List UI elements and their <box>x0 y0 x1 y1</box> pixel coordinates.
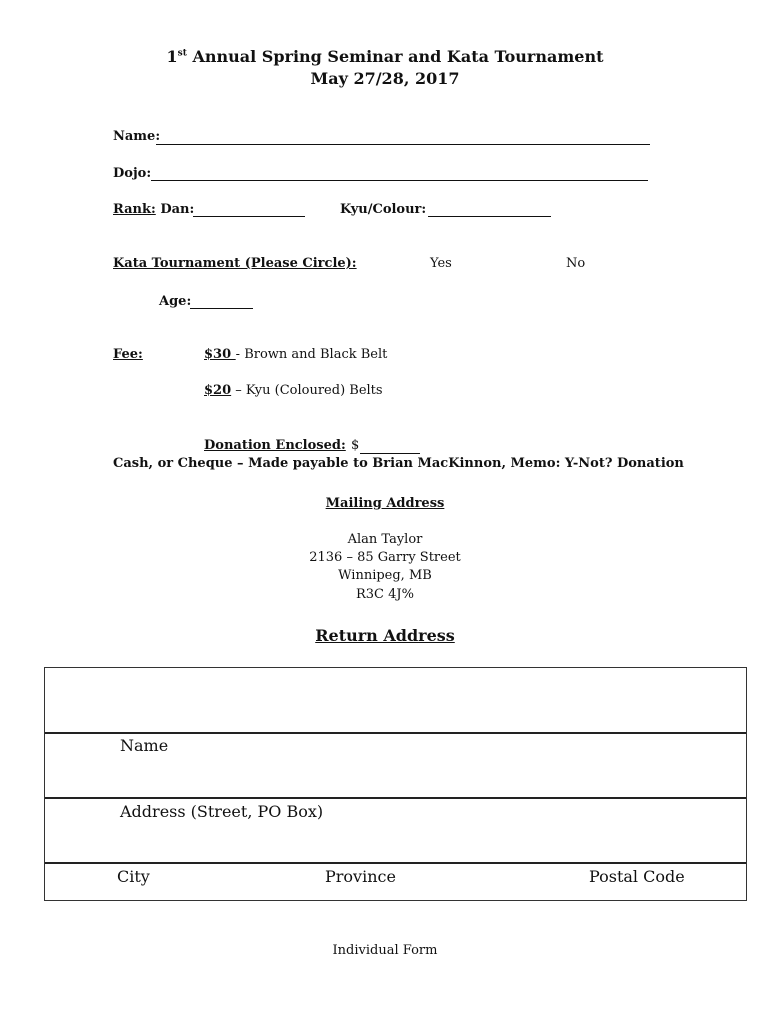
return-heading: Return Address <box>315 626 455 645</box>
return-province-label: Province <box>325 867 396 886</box>
fee-option-2-desc: – Kyu (Coloured) Belts <box>231 383 383 398</box>
rank-label: Rank: <box>113 202 156 217</box>
title-ordinal: 1 <box>166 47 178 66</box>
form-date: May 27/28, 2017 <box>310 69 460 88</box>
fee-option-1-price: $30 <box>204 347 236 362</box>
title-text: Annual Spring Seminar and Kata Tournament <box>186 47 604 66</box>
kata-no-option[interactable]: No <box>566 256 586 271</box>
kyu-field[interactable] <box>428 216 551 217</box>
fee-option-1-desc: - Brown and Black Belt <box>235 347 388 362</box>
kyu-label: Kyu/Colour: <box>340 202 427 217</box>
row-divider <box>45 732 746 734</box>
name-field[interactable] <box>156 144 650 145</box>
payment-note: Cash, or Cheque – Made payable to Brian MacKinnon, Memo: Y-Not? Donation <box>113 456 684 471</box>
donation-currency: $ <box>351 438 360 453</box>
mailing-line-4: R3C 4J% <box>356 587 414 602</box>
title-ordinal-suffix: st <box>177 48 187 59</box>
return-city-label: City <box>117 867 150 886</box>
fee-option-1 <box>204 347 387 362</box>
dojo-field[interactable] <box>151 180 648 181</box>
form-title <box>0 47 770 66</box>
donation-label: Donation Enclosed: <box>204 438 346 453</box>
footer-text: Individual Form <box>332 943 438 958</box>
fee-label: Fee: <box>113 347 143 362</box>
return-postal-label: Postal Code <box>589 867 685 886</box>
mailing-line-3: Winnipeg, MB <box>338 568 432 583</box>
mailing-heading: Mailing Address <box>325 496 445 511</box>
dojo-label: Dojo: <box>113 166 152 181</box>
rank-row <box>113 202 194 217</box>
kata-label: Kata Tournament (Please Circle): <box>113 256 357 271</box>
name-label: Name: <box>113 129 161 144</box>
age-field[interactable] <box>190 308 253 309</box>
fee-option-2 <box>204 383 383 398</box>
row-divider <box>45 862 746 864</box>
age-label: Age: <box>159 294 192 309</box>
return-address-box <box>44 667 747 901</box>
dan-field[interactable] <box>193 216 305 217</box>
fee-option-2-price: $20 <box>204 383 232 398</box>
mailing-line-2: 2136 – 85 Garry Street <box>309 550 461 565</box>
donation-field[interactable] <box>360 453 420 454</box>
row-divider <box>45 797 746 799</box>
return-address-label: Address (Street, PO Box) <box>120 802 324 821</box>
dan-label: Dan: <box>160 202 195 217</box>
mailing-line-1: Alan Taylor <box>347 532 423 547</box>
return-name-label: Name <box>120 736 169 755</box>
kata-yes-option[interactable]: Yes <box>430 256 452 271</box>
